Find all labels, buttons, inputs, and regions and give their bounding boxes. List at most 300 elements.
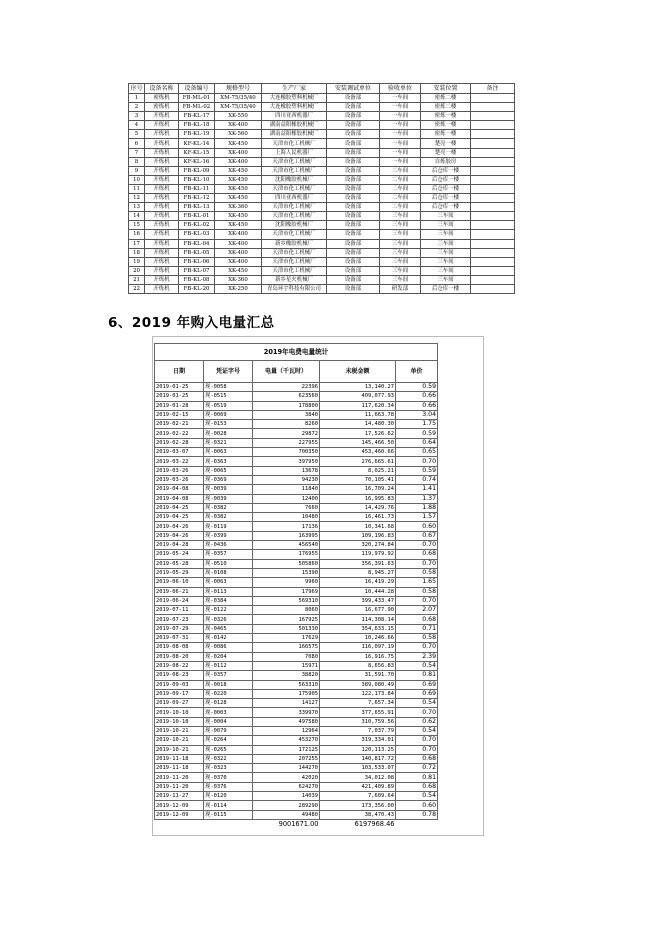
table-cell: 2019-07-23: [155, 615, 204, 624]
table-cell: 0.68: [396, 615, 438, 624]
table-cell: 21: [129, 275, 145, 284]
table-cell: 0.74: [396, 475, 438, 484]
table-cell: 2019-10-21: [155, 736, 204, 745]
table-cell: 0.81: [396, 671, 438, 680]
table-cell: 20: [129, 266, 145, 275]
table-cell: 505860: [253, 559, 320, 568]
table-row: [129, 230, 515, 239]
table-cell: 569310: [253, 596, 320, 605]
table-cell: 0.70: [396, 745, 438, 754]
table-cell: 开炼机: [145, 175, 179, 184]
table-cell: [471, 157, 515, 166]
table-row: [155, 624, 438, 633]
table-row: [155, 726, 438, 735]
table-cell: 14127: [253, 699, 320, 708]
table-cell: 大连橡胶塑料机械厂: [262, 103, 327, 112]
table-cell: 上海人民机器厂: [262, 148, 327, 157]
table-cell: 现-0265: [204, 745, 253, 754]
table-cell: [471, 203, 515, 212]
table-cell: 三车间: [421, 266, 471, 275]
table-cell: 2019-04-26: [155, 522, 204, 531]
table-cell: 开炼机: [145, 184, 179, 193]
section-heading: 6、2019 年购入电量汇总: [108, 315, 275, 331]
table-cell: FB-KL-18: [179, 121, 215, 130]
table-cell: 一车间: [380, 112, 421, 121]
table-cell: 0.78: [396, 810, 438, 819]
table-cell: 现-0063: [204, 448, 253, 457]
table-cell: 现-0376: [204, 782, 253, 791]
table-cell: 207255: [253, 754, 320, 763]
table-cell: 497580: [253, 717, 320, 726]
table-cell: 设备部: [327, 230, 380, 239]
table-cell: 0.54: [396, 792, 438, 801]
table-row: [155, 717, 438, 726]
table-row: [129, 212, 515, 221]
table-cell: 10,444.28: [320, 587, 396, 596]
table-cell: 2019-08-22: [155, 661, 204, 670]
table-cell: 后仓库一楼: [421, 194, 471, 203]
table-cell: 2.39: [396, 652, 438, 661]
table-cell: 四川亚西机器厂: [262, 194, 327, 203]
electricity-header-cell: 凭证字号: [204, 361, 253, 383]
table-row: [155, 475, 438, 484]
table-cell: FB-KL-09: [179, 166, 215, 175]
table-row: [155, 680, 438, 689]
table-cell: 117,620.34: [320, 401, 396, 410]
table-cell: 456540: [253, 541, 320, 550]
table-cell: 后仓库一楼: [421, 284, 471, 293]
table-cell: 339970: [253, 708, 320, 717]
electricity-table: [154, 343, 438, 828]
table-row: [155, 457, 438, 466]
table-cell: 0.58: [396, 634, 438, 643]
table-cell: XK-400: [215, 230, 262, 239]
table-cell: 2019-07-31: [155, 634, 204, 643]
table-cell: 563310: [253, 680, 320, 689]
table-cell: FB-KL-06: [179, 257, 215, 266]
table-cell: 开炼机: [145, 266, 179, 275]
table-row: [129, 175, 515, 184]
table-cell: 现-0382: [204, 513, 253, 522]
table-cell: 1.37: [396, 494, 438, 503]
table-cell: 109,196.83: [320, 531, 396, 540]
table-cell: FB-KL-19: [179, 130, 215, 139]
table-cell: 现-0122: [204, 606, 253, 615]
table-cell: 0.68: [396, 782, 438, 791]
table-cell: 2019-11-18: [155, 754, 204, 763]
table-row: [155, 661, 438, 670]
table-cell: 7080: [253, 652, 320, 661]
electricity-sheet: [152, 336, 484, 836]
table-cell: [471, 112, 515, 121]
table-cell: 15390: [253, 568, 320, 577]
table-cell: 172125: [253, 745, 320, 754]
table-row: [155, 689, 438, 698]
table-cell: 397950: [253, 457, 320, 466]
table-cell: [471, 121, 515, 130]
table-cell: XK-450: [215, 184, 262, 193]
table-cell: 二车间: [380, 175, 421, 184]
table-cell: 三车间: [421, 275, 471, 284]
table-cell: 后仓库一楼: [421, 203, 471, 212]
table-cell: 103,533.07: [320, 764, 396, 773]
table-cell: 29872: [253, 429, 320, 438]
table-row: [155, 531, 438, 540]
table-cell: 开炼机: [145, 257, 179, 266]
table-cell: 16,709.24: [320, 485, 396, 494]
table-cell: 现-0321: [204, 438, 253, 447]
table-cell: 开炼机: [145, 157, 179, 166]
table-cell: 18: [129, 248, 145, 257]
table-cell: 16,419.29: [320, 578, 396, 587]
table-cell: 现-0004: [204, 717, 253, 726]
table-cell: 15971: [253, 661, 320, 670]
table-row: [155, 801, 438, 810]
table-cell: 天津市化工机械厂: [262, 266, 327, 275]
table-cell: 设备部: [327, 257, 380, 266]
table-cell: 2019-08-08: [155, 643, 204, 652]
table-cell: 一车间: [380, 94, 421, 103]
table-cell: 现-0369: [204, 475, 253, 484]
table-cell: 409,077.93: [320, 392, 396, 401]
table-row: [155, 587, 438, 596]
table-cell: 623560: [253, 392, 320, 401]
table-cell: 5: [129, 130, 145, 139]
table-cell: 2019-03-22: [155, 457, 204, 466]
table-cell: [471, 103, 515, 112]
table-cell: FB-KL-05: [179, 248, 215, 257]
table-cell: 2019-09-03: [155, 680, 204, 689]
table-cell: KF-KL-15: [179, 148, 215, 157]
table-cell: 设备部: [327, 212, 380, 221]
table-cell: 现-0382: [204, 503, 253, 512]
table-cell: 青岛环宇科技有限公司: [262, 284, 327, 293]
table-cell: FB-KL-11: [179, 184, 215, 193]
table-cell: 一车间: [380, 103, 421, 112]
table-cell: 17629: [253, 634, 320, 643]
table-cell: 2019-11-20: [155, 773, 204, 782]
equipment-header-cell: 备注: [471, 84, 515, 94]
table-cell: 开炼机: [145, 230, 179, 239]
table-row: [155, 708, 438, 717]
table-cell: 2019-04-25: [155, 503, 204, 512]
table-cell: 开炼机: [145, 139, 179, 148]
table-cell: 开炼机: [145, 130, 179, 139]
table-row: [155, 606, 438, 615]
table-cell: 31,591.70: [320, 671, 396, 680]
table-cell: 0.68: [396, 754, 438, 763]
table-cell: 38820: [253, 671, 320, 680]
table-cell: 现-0069: [204, 410, 253, 419]
table-cell: XK-450: [215, 166, 262, 175]
table-cell: 624270: [253, 782, 320, 791]
table-row: [155, 494, 438, 503]
table-cell: 2019-07-11: [155, 606, 204, 615]
table-cell: 22: [129, 284, 145, 293]
table-cell: 120,113.25: [320, 745, 396, 754]
table-cell: 8: [129, 157, 145, 166]
equipment-table: [128, 83, 515, 294]
table-cell: 2019-03-26: [155, 466, 204, 475]
table-cell: 0.69: [396, 689, 438, 698]
table-cell: 8,945.27: [320, 568, 396, 577]
table-cell: [471, 148, 515, 157]
table-cell: 16: [129, 230, 145, 239]
table-cell: [471, 239, 515, 248]
table-row: [129, 139, 515, 148]
table-row: [129, 221, 515, 230]
electricity-header-row: [155, 361, 438, 383]
table-cell: FB-KL-10: [179, 175, 215, 184]
table-row: [155, 634, 438, 643]
table-cell: 现-0120: [204, 792, 253, 801]
table-cell: 2019-08-23: [155, 671, 204, 680]
table-cell: 开炼机: [145, 221, 179, 230]
table-cell: 天津市化工机械厂: [262, 248, 327, 257]
table-cell: 0.62: [396, 717, 438, 726]
table-cell: 三车间: [421, 230, 471, 239]
table-cell: 现-0204: [204, 652, 253, 661]
table-cell: 7,657.34: [320, 699, 396, 708]
table-cell: 377,655.91: [320, 708, 396, 717]
table-cell: 天津市化工机械厂: [262, 257, 327, 266]
table-cell: 二车间: [380, 184, 421, 193]
table-cell: 1: [129, 94, 145, 103]
table-cell: 0.59: [396, 466, 438, 475]
table-cell: 389,080.49: [320, 680, 396, 689]
table-cell: 0.59: [396, 383, 438, 392]
electricity-table-title: 2019年电费电量统计: [155, 344, 438, 361]
table-cell: 17136: [253, 522, 320, 531]
table-cell: XM-75/35/40: [215, 103, 262, 112]
table-cell: 一车间: [380, 157, 421, 166]
table-row: [155, 383, 438, 392]
table-cell: 天津市化工机械厂: [262, 203, 327, 212]
table-cell: 湖南益阳橡胶机械厂: [262, 130, 327, 139]
table-cell: 现-0108: [204, 568, 253, 577]
table-cell: 0.68: [396, 550, 438, 559]
table-cell: 2019-08-20: [155, 652, 204, 661]
table-cell: XK-560: [215, 130, 262, 139]
table-row: [129, 103, 515, 112]
table-cell: 现-0003: [204, 708, 253, 717]
table-cell: 13,140.27: [320, 383, 396, 392]
table-cell: 289290: [253, 801, 320, 810]
table-cell: 9960: [253, 578, 320, 587]
table-cell: 一车间: [380, 130, 421, 139]
table-cell: 1.57: [396, 513, 438, 522]
table-cell: 现-0323: [204, 764, 253, 773]
table-cell: FB-KL-17: [179, 112, 215, 121]
table-cell: FB-KL-04: [179, 239, 215, 248]
table-cell: 22396: [253, 383, 320, 392]
table-cell: 14039: [253, 792, 320, 801]
table-cell: 8,656.83: [320, 661, 396, 670]
table-cell: 2019-01-25: [155, 392, 204, 401]
table-cell: 16,916.75: [320, 652, 396, 661]
table-cell: 34,012.08: [320, 773, 396, 782]
table-cell: 320,274.84: [320, 541, 396, 550]
table-cell: 设备部: [327, 157, 380, 166]
table-row: [129, 257, 515, 266]
electricity-header-cell: 日期: [155, 361, 204, 383]
table-cell: 三车间: [380, 239, 421, 248]
equipment-body: [129, 94, 515, 294]
table-cell: 密炼二楼: [421, 94, 471, 103]
equipment-header-cell: 设备编号: [179, 84, 215, 94]
table-cell: 湖南益阳橡胶机械厂: [262, 121, 327, 130]
table-cell: 天津市化工机械厂: [262, 230, 327, 239]
table-cell: 设备部: [327, 275, 380, 284]
table-cell: 0.70: [396, 708, 438, 717]
table-cell: [471, 94, 515, 103]
table-cell: 大连橡胶塑料机械厂: [262, 94, 327, 103]
table-cell: 现-0115: [204, 810, 253, 819]
table-cell: 2019-09-17: [155, 689, 204, 698]
table-cell: 设备部: [327, 148, 380, 157]
table-cell: 设备部: [327, 203, 380, 212]
table-cell: [471, 275, 515, 284]
table-cell: XK-400: [215, 121, 262, 130]
table-row: [129, 284, 515, 293]
table-row: [155, 513, 438, 522]
table-cell: 2019-03-26: [155, 475, 204, 484]
table-cell: XK-400: [215, 239, 262, 248]
table-cell: 2019-05-24: [155, 550, 204, 559]
table-cell: 三车间: [421, 212, 471, 221]
table-cell: 现-0357: [204, 550, 253, 559]
table-cell: 现-0363: [204, 457, 253, 466]
table-cell: 现-0510: [204, 559, 253, 568]
table-row: [155, 448, 438, 457]
table-cell: 三车间: [380, 248, 421, 257]
table-cell: 17: [129, 239, 145, 248]
table-row: [129, 166, 515, 175]
table-cell: 开炼机: [145, 203, 179, 212]
table-cell: 现-0357: [204, 671, 253, 680]
table-row: [155, 429, 438, 438]
table-cell: 开炼机: [145, 275, 179, 284]
table-row: [129, 121, 515, 130]
table-row: [129, 112, 515, 121]
table-cell: 10,341.68: [320, 522, 396, 531]
table-cell: 沈阳橡胶机械厂: [262, 175, 327, 184]
table-cell: 17,526.62: [320, 429, 396, 438]
table-cell: 0.66: [396, 392, 438, 401]
table-cell: 二车间: [380, 166, 421, 175]
table-cell: 开炼机: [145, 284, 179, 293]
table-cell: 现-0142: [204, 634, 253, 643]
electricity-total-row: [155, 819, 438, 828]
table-cell: 1.75: [396, 420, 438, 429]
table-cell: XK-400: [215, 248, 262, 257]
total-amount: 6197968.46: [354, 820, 395, 829]
table-row: [155, 392, 438, 401]
table-cell: 2019-04-25: [155, 513, 204, 522]
table-row: [155, 736, 438, 745]
table-cell: 0.67: [396, 531, 438, 540]
table-cell: 2: [129, 103, 145, 112]
table-row: [129, 157, 515, 166]
table-cell: 7,037.79: [320, 726, 396, 735]
table-cell: 2019-11-20: [155, 782, 204, 791]
table-cell: 0.81: [396, 773, 438, 782]
equipment-header-cell: 生产厂家: [262, 84, 327, 94]
table-cell: 16,677.90: [320, 606, 396, 615]
table-cell: 设备部: [327, 239, 380, 248]
table-cell: 1.88: [396, 503, 438, 512]
table-cell: 三车间: [380, 275, 421, 284]
table-cell: 0.64: [396, 438, 438, 447]
table-cell: 开炼机: [145, 121, 179, 130]
table-cell: 三车间: [421, 221, 471, 230]
table-cell: 设备部: [327, 266, 380, 275]
table-cell: 三车间: [380, 266, 421, 275]
table-cell: 10: [129, 175, 145, 184]
equipment-header-cell: 安装调试单位: [327, 84, 380, 94]
table-cell: 19: [129, 257, 145, 266]
table-cell: 设备部: [327, 130, 380, 139]
table-cell: 三车间: [380, 257, 421, 266]
table-cell: 开炼机: [145, 166, 179, 175]
table-cell: 三车间: [421, 239, 471, 248]
table-cell: 2.07: [396, 606, 438, 615]
table-cell: 2019-05-29: [155, 568, 204, 577]
table-cell: 0.70: [396, 457, 438, 466]
table-cell: XM-75/35/40: [215, 94, 262, 103]
table-cell: 三车间: [421, 248, 471, 257]
table-cell: 2019-04-08: [155, 485, 204, 494]
table-cell: XK-450: [215, 194, 262, 203]
table-cell: 0.60: [396, 801, 438, 810]
table-row: [155, 522, 438, 531]
table-cell: 现-0515: [204, 392, 253, 401]
table-cell: 2019-10-21: [155, 745, 204, 754]
table-row: [155, 652, 438, 661]
table-cell: 2019-05-28: [155, 559, 204, 568]
table-cell: 0.70: [396, 596, 438, 605]
table-cell: 后仓库一楼: [421, 166, 471, 175]
table-cell: KF-KL-14: [179, 139, 215, 148]
table-cell: 7: [129, 148, 145, 157]
table-cell: 14,480.30: [320, 420, 396, 429]
table-row: [129, 194, 515, 203]
table-cell: 2019-06-21: [155, 587, 204, 596]
table-cell: 一车间: [380, 139, 421, 148]
table-row: [129, 239, 515, 248]
table-cell: 175905: [253, 689, 320, 698]
table-cell: 现-0086: [204, 643, 253, 652]
table-cell: 2019-01-28: [155, 401, 204, 410]
table-cell: 现-0119: [204, 522, 253, 531]
table-cell: 设备部: [327, 103, 380, 112]
table-cell: 二车间: [380, 203, 421, 212]
table-cell: 密炼机: [145, 94, 179, 103]
table-cell: 现-0114: [204, 801, 253, 810]
table-cell: 现-0370: [204, 773, 253, 782]
table-cell: 密炼二楼: [421, 103, 471, 112]
table-cell: FB-KL-03: [179, 230, 215, 239]
table-cell: [471, 194, 515, 203]
table-cell: 开炼机: [145, 112, 179, 121]
table-cell: 14,429.76: [320, 503, 396, 512]
table-cell: 2019-01-25: [155, 383, 204, 392]
table-cell: XK-450: [215, 212, 262, 221]
equipment-header-cell: 序号: [130, 84, 143, 92]
table-cell: XK-250: [215, 284, 262, 293]
table-cell: 38,470.43: [320, 810, 396, 819]
table-cell: 现-0112: [204, 661, 253, 670]
